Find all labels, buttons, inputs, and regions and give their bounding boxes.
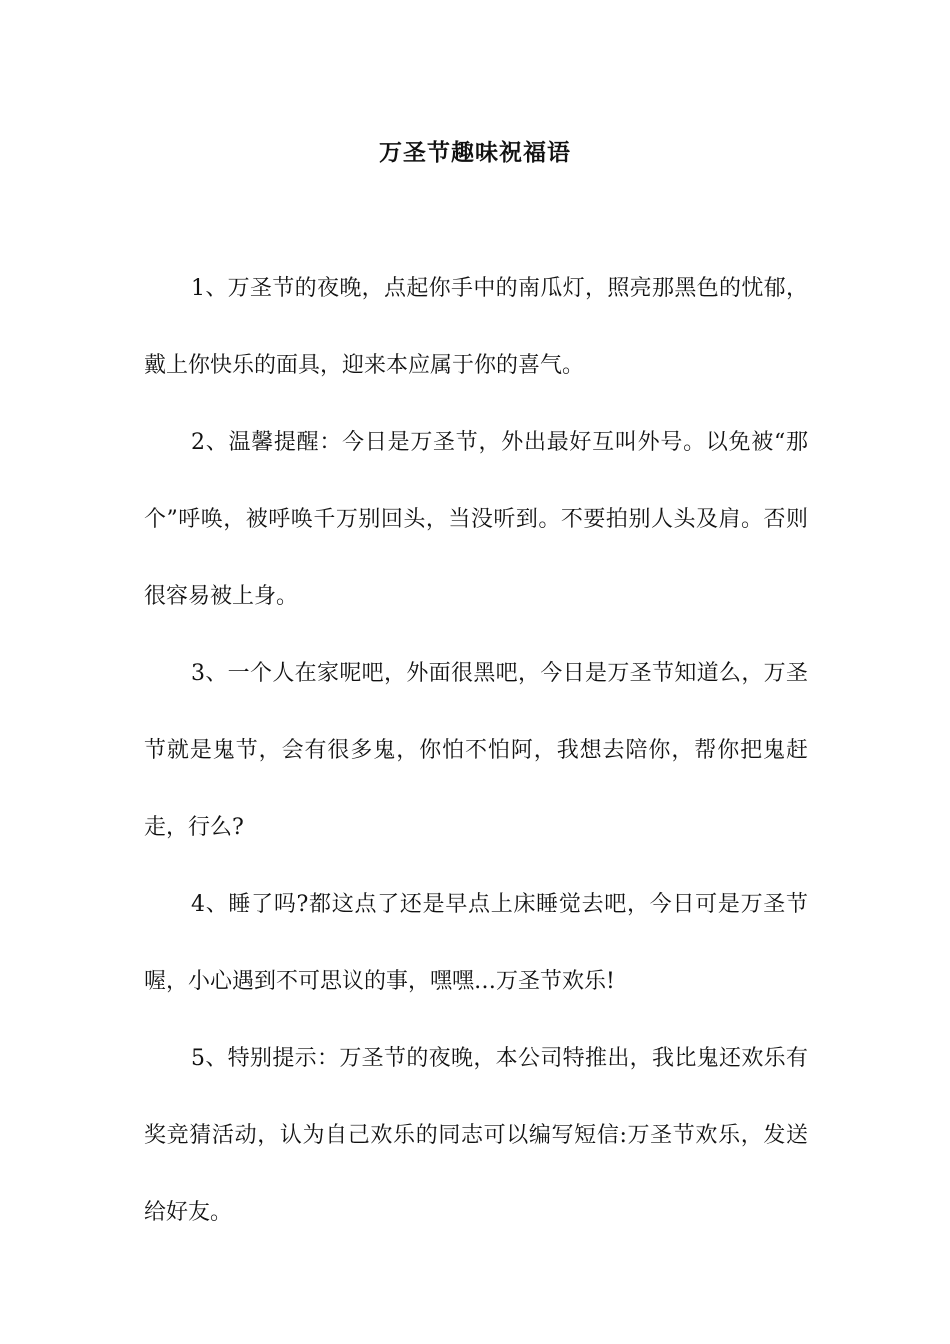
paragraph-2: 2、温馨提醒：今日是万圣节，外出最好互叫外号。以免被“那个”呼唤，被呼唤千万别回头，当没听到。不要拍别人头及肩。否则很容易被上身。 — [144, 430, 808, 609]
paragraph-4: 4、睡了吗?都这点了还是早点上床睡觉去吧，今日可是万圣节喔，小心遇到不可思议的事，嘿嘿…万圣节欢乐! — [144, 892, 808, 994]
paragraph-1: 1、万圣节的夜晚，点起你手中的南瓜灯，照亮那黑色的忧郁，戴上你快乐的面具，迎来本应属于你的喜气。 — [144, 276, 808, 378]
document-title: 万圣节趣味祝福语 — [379, 139, 571, 166]
paragraph-5: 5、特别提示：万圣节的夜晚，本公司特推出，我比鬼还欢乐有奖竞猜活动，认为自己欢乐的同志可以编写短信:万圣节欢乐，发送给好友。 — [144, 1046, 808, 1225]
document-body — [144, 250, 808, 1251]
paragraph-3: 3、一个人在家呢吧，外面很黑吧，今日是万圣节知道么，万圣节就是鬼节，会有很多鬼，你怕不怕阿，我想去陪你，帮你把鬼赶走，行么? — [144, 661, 808, 840]
